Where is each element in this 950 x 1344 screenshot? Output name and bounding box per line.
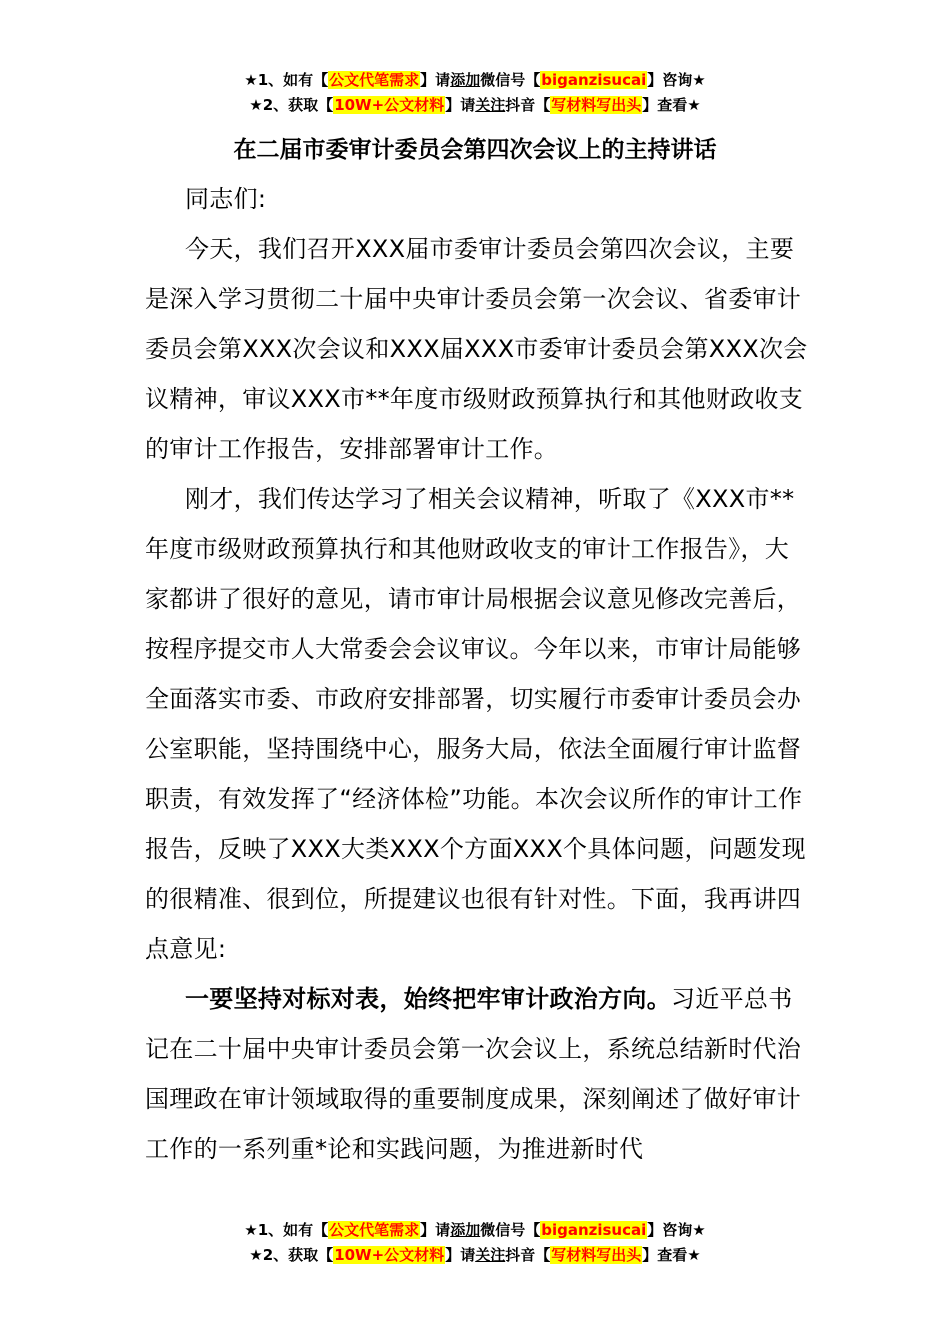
promo-underlined: 添加 bbox=[450, 71, 481, 89]
document-title: 在二届市委审计委员会第四次会议上的主持讲话 bbox=[233, 137, 717, 163]
promo-highlight-wechat-id: biganzisucai bbox=[541, 71, 647, 89]
promo-text: 抖音【 bbox=[505, 1246, 551, 1264]
promo-highlight: 10W+公文材料 bbox=[334, 96, 445, 114]
promo-text: 微信号【 bbox=[480, 71, 541, 89]
promo-text: 】咨询★ bbox=[647, 71, 706, 89]
promo-underlined: 关注 bbox=[475, 96, 506, 114]
paragraph-3 bbox=[145, 974, 810, 1174]
promo-line-1 bbox=[0, 1218, 950, 1243]
promo-underlined: 关注 bbox=[475, 1246, 506, 1264]
promo-line-2 bbox=[0, 1243, 950, 1268]
promo-highlight-douyin: 写材料写出头 bbox=[551, 96, 642, 114]
document-body bbox=[145, 174, 810, 1174]
promo-line-2 bbox=[0, 93, 950, 118]
promo-highlight: 公文代笔需求 bbox=[329, 1221, 420, 1239]
promo-text: 】查看★ bbox=[642, 1246, 701, 1264]
salutation: 同志们: bbox=[185, 185, 267, 213]
promo-text: 】咨询★ bbox=[647, 1221, 706, 1239]
promo-text: ★1、如有【 bbox=[244, 71, 329, 89]
paragraph-3-text: 习近平总书记在二十届中央审计委员会第一次会议上，系统总结新时代治国理政在审计领域取得的重要制度成果，深刻阐述了做好审计工作的一系列重*论和实践问题，为推进新时代 bbox=[145, 985, 802, 1163]
promo-text: 】查看★ bbox=[642, 96, 701, 114]
promo-banner-top bbox=[0, 68, 950, 118]
promo-text: 】请 bbox=[420, 1221, 451, 1239]
promo-highlight-douyin: 写材料写出头 bbox=[551, 1246, 642, 1264]
promo-text: ★2、获取【 bbox=[249, 96, 334, 114]
promo-text: 】请 bbox=[445, 96, 476, 114]
paragraph-2: 刚才，我们传达学习了相关会议精神，听取了《XXX市**年度市级财政预算执行和其他财政收支的审计工作报告》，大家都讲了很好的意见，请市审计局根据会议意见修改完善后，按程序提交市人大常委会会议审议。今年以来，市审计局能够全面落实市委、市政府安排部署，切实履行市委审计委员会办公室职能，坚持围绕中心，服务大局，依法全面履行审计监督职责，有效发挥了“经济体检”功能。本次会议所作的审计工作报告，反映了XXX大类XXX个方面XXX个具体问题，问题发现的很精准、很到位，所提建议也很有针对性。下面，我再讲四点意见: bbox=[145, 485, 806, 963]
promo-text: 微信号【 bbox=[480, 1221, 541, 1239]
paragraph-3-heading: 一要坚持对标对表，始终把牢审计政治方向。 bbox=[185, 985, 671, 1013]
promo-line-1 bbox=[0, 68, 950, 93]
promo-text: 】请 bbox=[445, 1246, 476, 1264]
promo-text: ★2、获取【 bbox=[249, 1246, 334, 1264]
promo-text: ★1、如有【 bbox=[244, 1221, 329, 1239]
paragraph-1: 今天，我们召开XXX届市委审计委员会第四次会议，主要是深入学习贯彻二十届中央审计委员会第一次会议、省委审计委员会第XXX次会议和XXX届XXX市委审计委员会第XXX次会议精神，审议XXX市**年度市级财政预算执行和其他财政收支的审计工作报告，安排部署审计工作。 bbox=[145, 235, 808, 463]
promo-highlight: 10W+公文材料 bbox=[334, 1246, 445, 1264]
promo-highlight-wechat-id: biganzisucai bbox=[541, 1221, 647, 1239]
promo-text: 】请 bbox=[420, 71, 451, 89]
promo-banner-bottom bbox=[0, 1218, 950, 1268]
promo-text: 抖音【 bbox=[505, 96, 551, 114]
promo-underlined: 添加 bbox=[450, 1221, 481, 1239]
promo-highlight: 公文代笔需求 bbox=[329, 71, 420, 89]
